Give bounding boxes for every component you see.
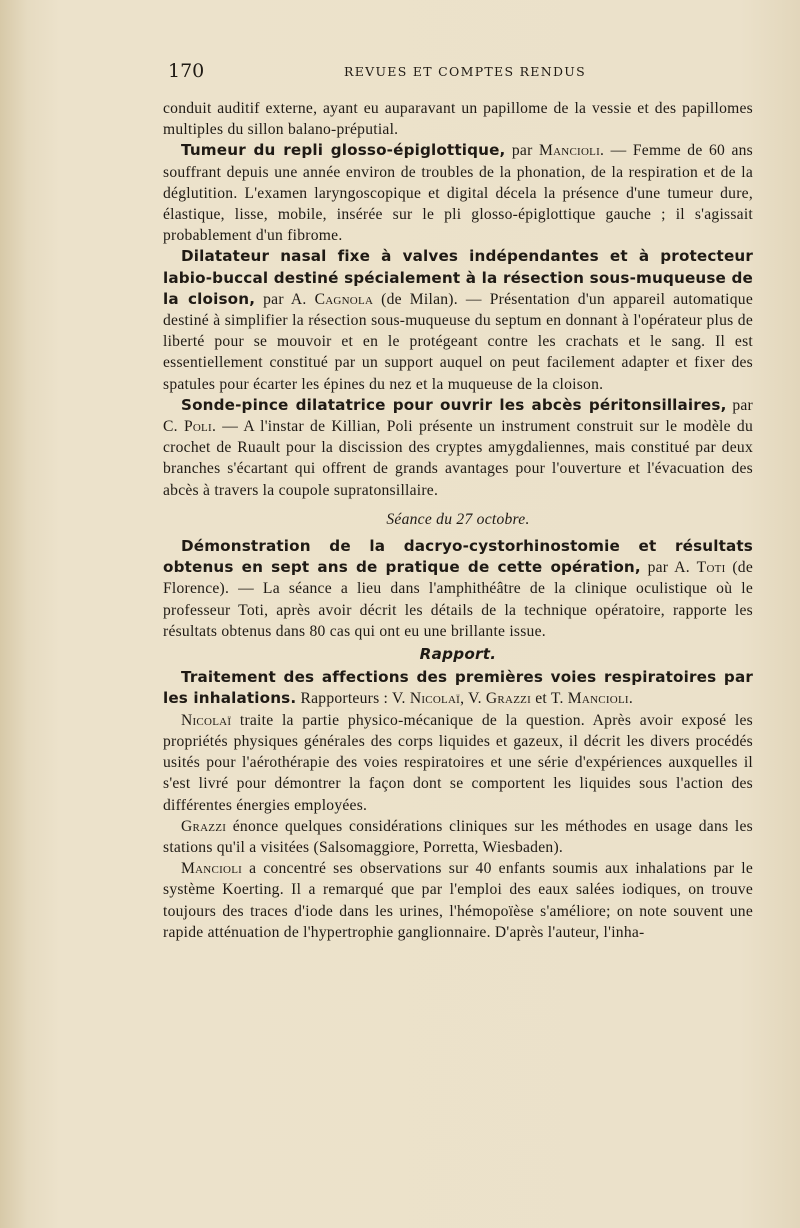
paragraph-continuation: conduit auditif externe, ayant eu auparavant un papillome de la vessie et des papillomes multiples du sillon balano-préputial.: [163, 100, 753, 139]
entry-tumeur: Tumeur du repli glosso-épiglottique, par Mancioli. — Femme de 60 ans souffrant depuis une année environ de troubles de la phonation, de la respiration et de la déglutition. L'examen laryngoscopique et digital décela la présence d'une tumeur dure, élastique, lisse, mobile, insérée sur le pli glosso-épiglottique gauche ; il s'agissait probablement d'un fibrome.: [163, 141, 753, 245]
author-name: Nicolaï: [409, 690, 461, 708]
entry-traitement: Traitement des affections des premières voies respiratoires par les inhalations. Rapporteurs : V. Nicolaï, V. Grazzi et T. Mancioli.: [163, 668, 753, 708]
author-name: Nicolaï: [181, 711, 232, 729]
author-name: Toti: [696, 559, 726, 577]
entry-title: Démonstration de la dacryo-cystorhinostomie et résultats obtenus en sept ans de pratique de cette opération,: [163, 537, 753, 577]
entry-title: Traitement des affections des premières voies respiratoires par les inhalations.: [163, 668, 753, 708]
author-name: Mancioli: [181, 860, 243, 878]
paragraph-nicolai: Nicolaï traite la partie physico-mécanique de la question. Après avoir exposé les propriétés physiques générales des corps liquides et gazeux, il décrit les divers procédés usités pour l'aérothérapie des voies respiratoires et une série d'expériences auxquelles il s'est livré pour démontrer la façon dont se comportent les liquides sous l'action des différentes énergies employées.: [163, 711, 753, 814]
author-name: Cagnola: [314, 290, 374, 308]
entry-title: Sonde-pince dilatatrice pour ouvrir les abcès péritonsillaires,: [181, 395, 727, 414]
author-name: Grazzi: [485, 690, 532, 708]
author-name: Grazzi: [181, 817, 227, 835]
page-header: [160, 60, 760, 84]
entry-dilatateur: Dilatateur nasal fixe à valves indépendantes et à protecteur labio-buccal destiné spécialement à la résection sous-muqueuse de la cloison, par A. Cagnola (de Milan). — Présentation d'un appareil automatique destiné à simplifier la résection sous-muqueuse du septum en donnant à l'opérateur plus de liberté pour se mouvoir et en le protégeant contre les crachats et le sang. Il est essentiellement constitué par un support auquel on peut facilement adapter et fixer des spatules pour écarter les épines du nez et la muqueuse de la cloison.: [163, 247, 754, 393]
entry-demonstration: Démonstration de la dacryo-cystorhinostomie et résultats obtenus en sept ans de pratique de cette opération, par A. Toti (de Florence). — La séance a lieu dans l'amphithéâtre de la clinique oculistique où le professeur Toti, après avoir décrit les détails de la technique opératoire, rapporte les résultats obtenus dans 80 cas qui ont eu une brillante issue.: [163, 537, 753, 640]
paragraph-mancioli: Mancioli a concentré ses observations sur 40 enfants soumis aux inhalations par le système Koerting. Il a remarqué que par l'emploi des eaux salées iodiques, on trouve toujours des traces d'iode dans les urines, l'hémopoïèse s'améliore; on note souvent une rapide atténuation de l'hypertrophie ganglionnaire. D'après l'auteur, l'inha-: [163, 860, 753, 941]
author-name: Mancioli: [567, 690, 629, 708]
author-name: Poli: [183, 418, 212, 436]
session-heading: Séance du 27 octobre.: [386, 510, 530, 528]
author-name: Mancioli: [538, 142, 601, 160]
body-text: [163, 98, 753, 943]
running-head: REVUES ET COMPTES RENDUS: [343, 64, 586, 79]
entry-title: Dilatateur nasal fixe à valves indépendantes et à protecteur labio-buccal destiné spécialement à la résection sous-muqueuse de la cloison,: [163, 247, 753, 308]
rapport-heading: Rapport.: [419, 645, 497, 664]
entry-sonde-pince: Sonde-pince dilatatrice pour ouvrir les abcès péritonsillaires, par C. Poli. — A l'instar de Killian, Poli présente un instrument construit sur le modèle du crochet de Ruault pour la discission des cryptes amygdaliennes, mais constitué par deux branches s'écartant qui offrent de grands avantages pour l'ouverture et l'évacuation des abcès à travers la coupole supratonsillaire.: [163, 395, 754, 499]
entry-title: Tumeur du repli glosso-épiglottique,: [181, 141, 506, 160]
page-number: 170: [168, 60, 205, 82]
paragraph-grazzi: Grazzi énonce quelques considérations cliniques sur les méthodes en usage dans les stations qu'il a visitées (Salsomaggiore, Porretta, Wiesbaden).: [163, 817, 753, 856]
